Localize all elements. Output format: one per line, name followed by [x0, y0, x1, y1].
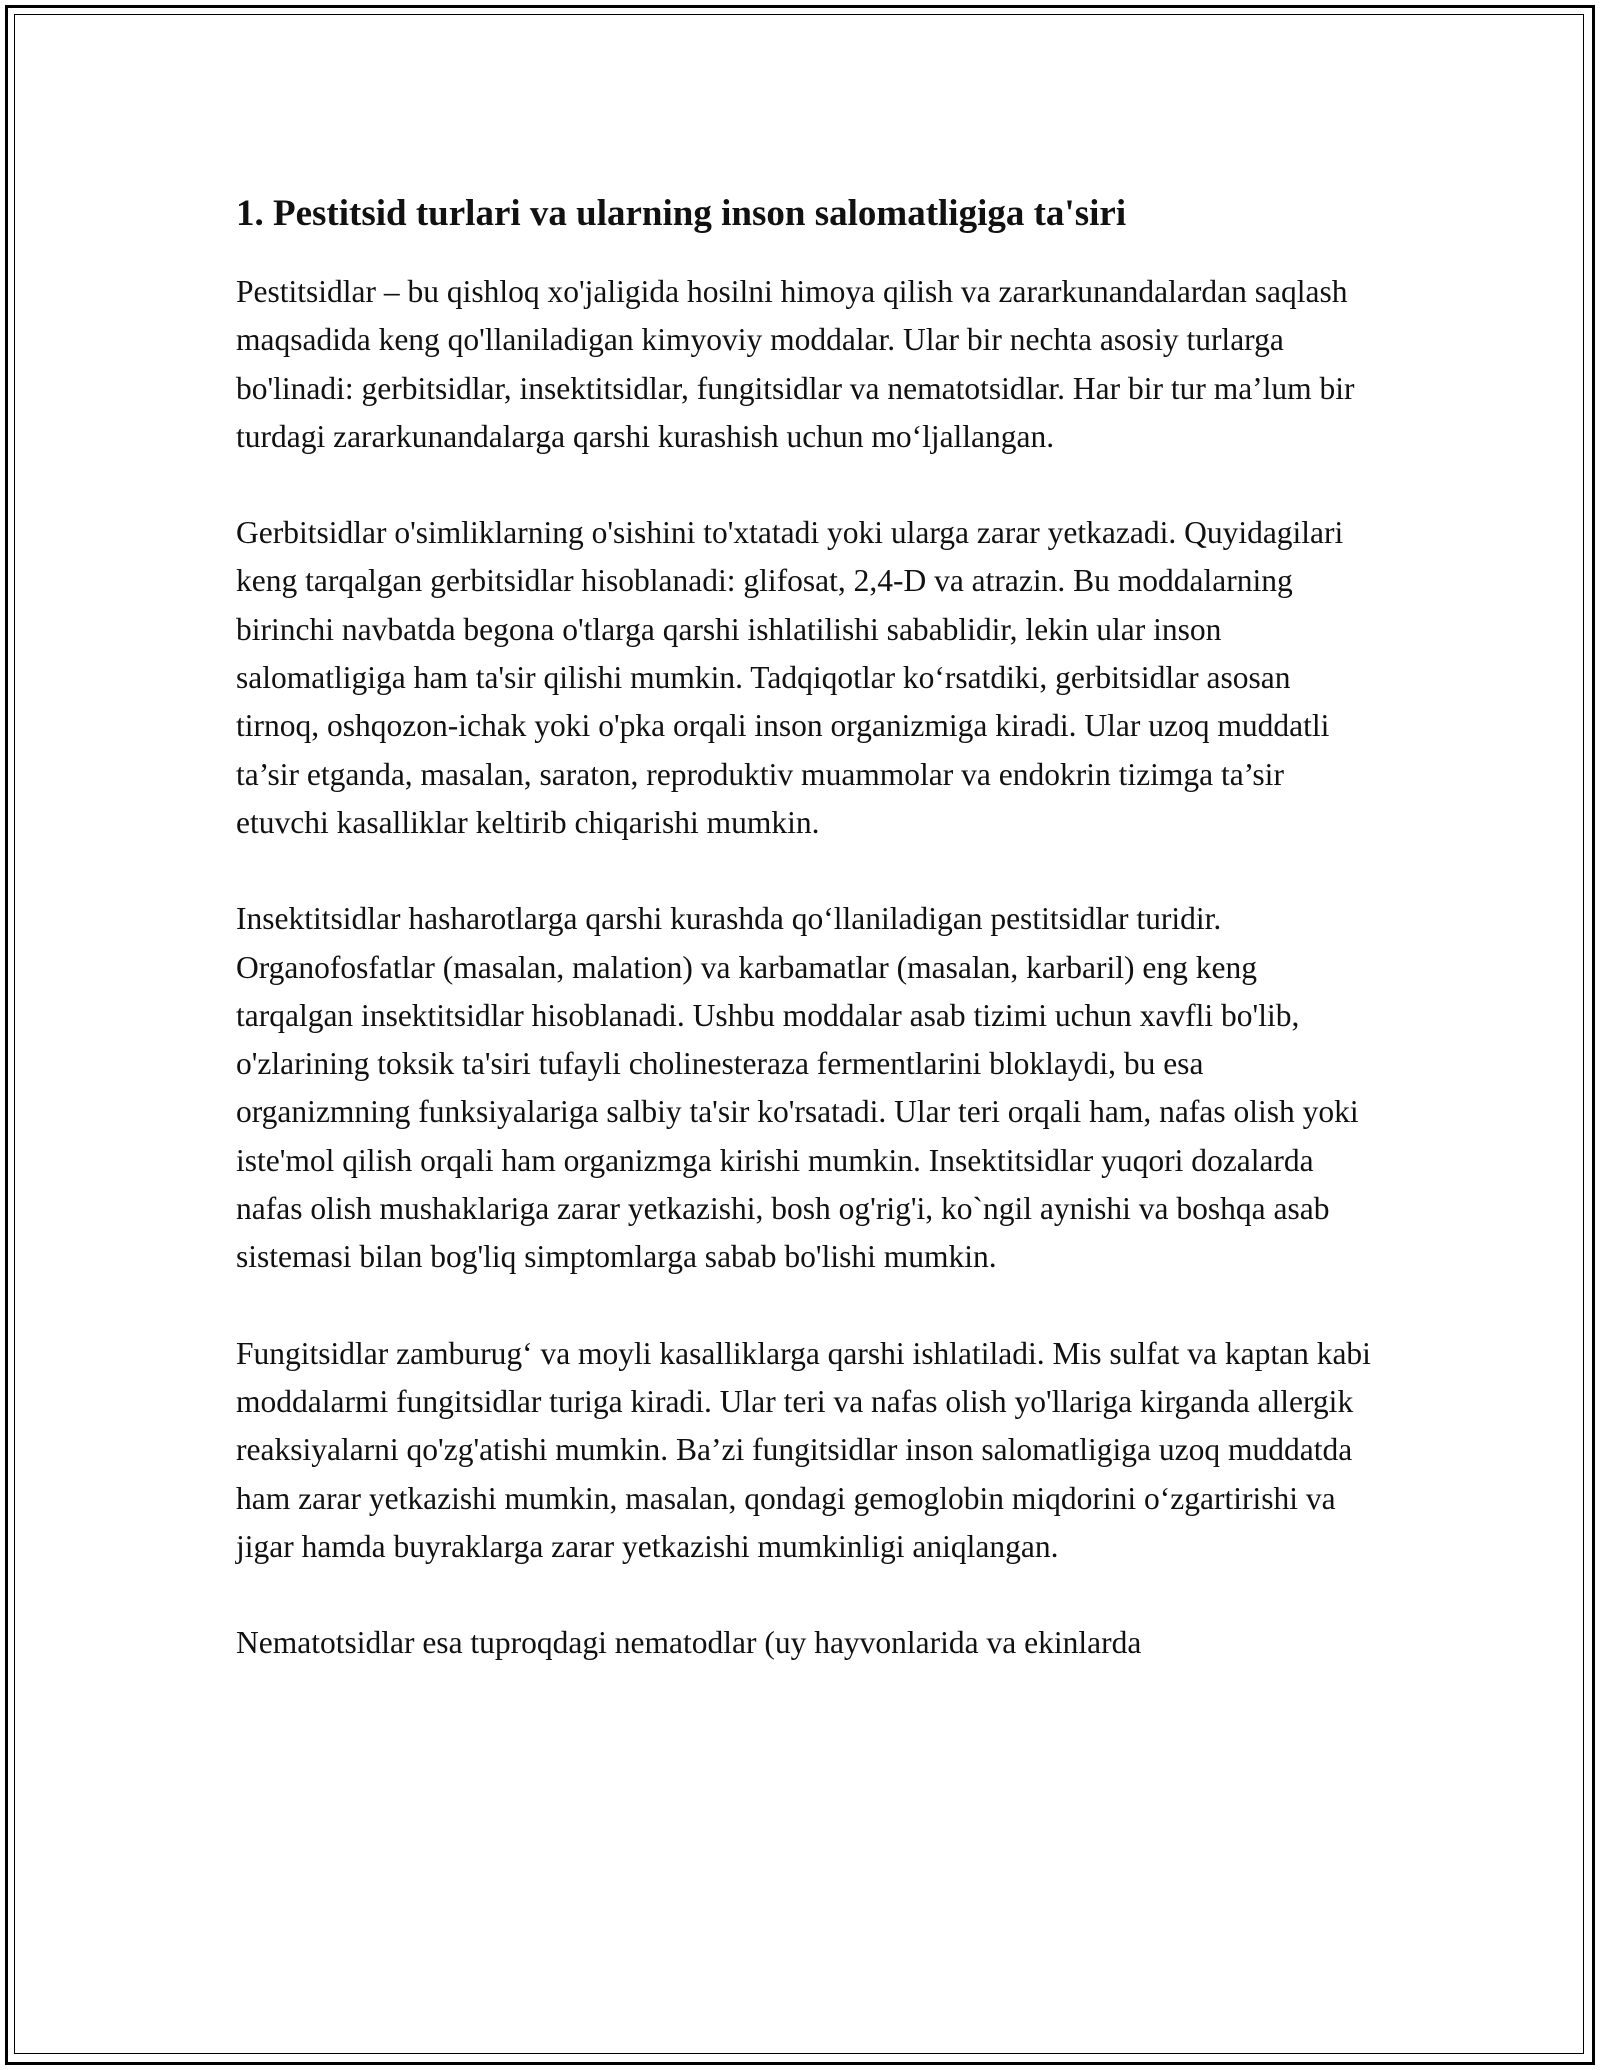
paragraph-nematicides: Nematotsidlar esa tuproqdagi nematodlar (uy hayvonlarida va ekinlarda: [236, 1625, 1142, 1661]
section-heading: 1. Pestitsid turlari va ularning inson salomatligiga ta'siri: [236, 193, 1127, 234]
paragraph-pesticides-intro: Pestitsidlar – bu qishloq xo'jaligida hosilni himoya qilish va zararkunandalardan saqlash maqsadida keng qo'llaniladigan kimyoviy moddalar. Ular bir nechta asosiy turlarga bo'linadi: gerbitsidlar, insektitsidlar, fungitsidlar va nematotsidlar. Har bir tur ma’lum bir turdagi zararkunandalarga qarshi kurashish uchun mo‘ljallangan.: [236, 274, 1355, 454]
paragraph-insecticides: Insektitsidlar hasharotlarga qarshi kurashda qo‘llaniladigan pestitsidlar turidir. Organofosfatlar (masalan, malation) va karbamatlar (masalan, karbaril) eng keng tarqalgan insektitsidlar hisoblanadi. Ushbu moddalar asab tizimi uchun xavfli bo'lib, o'zlarining toksik ta'siri tufayli cholinesteraza fermentlarini bloklaydi, bu esa organizmning funksiyalariga salbiy ta'sir ko'rsatadi. Ular teri orqali ham, nafas olish yoki iste'mol qilish orqali ham organizmga kirishi mumkin. Insektitsidlar yuqori dozalarda nafas olish mushaklariga zarar yetkazishi, bosh og'rig'i, ko`ngil aynishi va boshqa asab sistemasi bilan bog'liq simptomlarga sabab bo'lishi mumkin.: [236, 901, 1359, 1275]
paragraph-fungicides: Fungitsidlar zamburug‘ va moyli kasalliklarga qarshi ishlatiladi. Mis sulfat va kaptan kabi moddalarmi fungitsidlar turiga kiradi. Ular teri va nafas olish yo'llariga kirganda allergik reaksiyalarni qo'zg'atishi mumkin. Ba’zi fungitsidlar inson salomatligiga uzoq muddatda ham zarar yetkazishi mumkin, masalan, qondagi gemoglobin miqdorini o‘zgartirishi va jigar hamda buyraklarga zarar yetkazishi mumkinligi aniqlangan.: [236, 1335, 1371, 1564]
paragraph-herbicides: Gerbitsidlar o'simliklarning o'sishini to'xtatadi yoki ularga zarar yetkazadi. Quyidagilari keng tarqalgan gerbitsidlar hisoblanadi: glifosat, 2,4-D va atrazin. Bu moddalarning birinchi navbatda begona o'tlarga qarshi ishlatilishi sabablidir, lekin ular inson salomatligiga ham ta'sir qilishi mumkin. Tadqiqotlar ko‘rsatdiki, gerbitsidlar asosan tirnoq, oshqozon-ichak yoki o'pka orqali inson organizmiga kiradi. Ular uzoq muddatli ta’sir etganda, masalan, saraton, reproduktiv muammolar va endokrin tizimga ta’sir etuvchi kasalliklar keltirib chiqarishi mumkin.: [236, 515, 1344, 840]
document-body: [236, 188, 1376, 1715]
